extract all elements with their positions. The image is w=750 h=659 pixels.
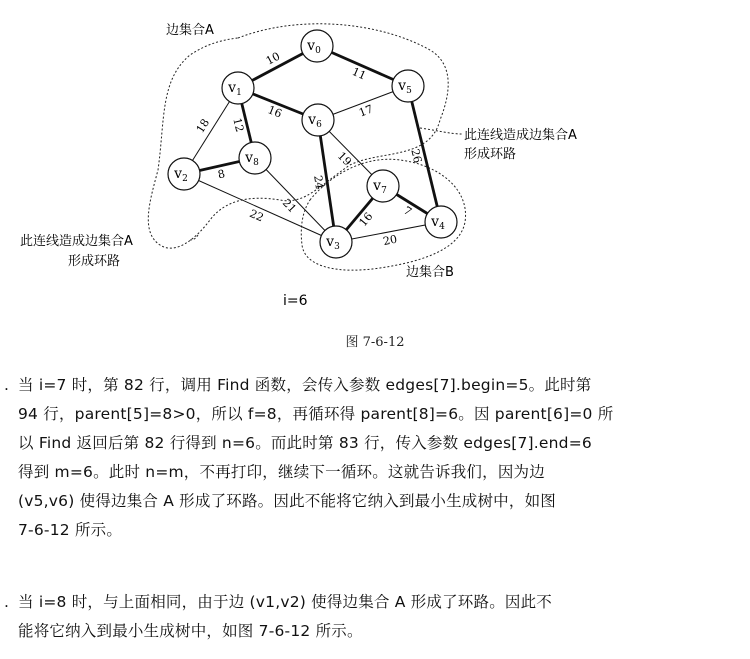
vertex-label: $v_5$ bbox=[398, 78, 412, 96]
set-a-label: 边集合A bbox=[166, 23, 214, 38]
paragraph-line: 以 Find 返回后第 82 行得到 n=6。而此时第 83 行，传入参数 edges[7].end=6 bbox=[18, 434, 592, 452]
annotation-right-line1: 此连线造成边集合A bbox=[464, 128, 577, 143]
paragraph-step-7 bbox=[4, 371, 730, 545]
vertex-v6 bbox=[302, 104, 334, 136]
vertex-label: $v_3$ bbox=[326, 234, 340, 252]
annotation-right-leader bbox=[420, 128, 462, 134]
vertices-layer bbox=[168, 30, 457, 258]
paragraph-line: 当 i=8 时，与上面相同，由于边 (v1,v2) 使得边集合 A 形成了环路。因此不 bbox=[18, 593, 553, 611]
edge-weight-label: 24 bbox=[311, 174, 327, 191]
paragraph-step-8 bbox=[4, 588, 730, 646]
edge-weight-label: 12 bbox=[230, 116, 247, 134]
edge-weight-label: 11 bbox=[350, 65, 369, 83]
paragraph-line: 得到 m=6。此时 n=m，不再打印，继续下一循环。这就告诉我们，因为边 bbox=[18, 463, 545, 481]
vertex-label: $v_8$ bbox=[245, 150, 259, 168]
vertex-label: $v_7$ bbox=[373, 178, 387, 196]
figure-caption: 图 7-6-12 bbox=[345, 335, 405, 350]
vertex-label: $v_4$ bbox=[431, 214, 445, 232]
paragraph-bullet: . bbox=[4, 593, 10, 611]
vertex-v8 bbox=[239, 142, 271, 174]
edge-weight-label: 8 bbox=[216, 167, 227, 182]
vertex-label: $v_6$ bbox=[308, 112, 322, 130]
paragraph-line: 7-6-12 所示。 bbox=[18, 521, 123, 539]
edge-weight-label: 18 bbox=[193, 116, 213, 136]
vertex-label: $v_2$ bbox=[174, 166, 188, 184]
vertex-v5 bbox=[392, 70, 424, 102]
edge-weight-label: 16 bbox=[265, 103, 284, 121]
edge-weight-label: 7 bbox=[401, 203, 414, 219]
vertex-v4 bbox=[425, 206, 457, 238]
paragraph-bullet: . bbox=[4, 376, 10, 394]
step-label: i=6 bbox=[283, 293, 308, 309]
edge-weight-label: 21 bbox=[279, 196, 299, 216]
annotation-right-line2: 形成环路 bbox=[464, 147, 517, 162]
edge-weight-label: 20 bbox=[381, 232, 399, 249]
paragraph-line: 能将它纳入到最小生成树中，如图 7-6-12 所示。 bbox=[18, 622, 363, 640]
annotation-left-line2: 形成环路 bbox=[68, 254, 121, 269]
edge-weight-label: 16 bbox=[356, 209, 376, 230]
vertex-v3 bbox=[320, 226, 352, 258]
annotation-left-line1: 此连线造成边集合A bbox=[20, 234, 133, 249]
edge-v8-v3 bbox=[255, 158, 336, 242]
edge-weight-label: 10 bbox=[263, 49, 283, 68]
edge-weight-label: 19 bbox=[334, 149, 354, 169]
paragraph-line: 94 行，parent[5]=8>0，所以 f=8，再循环得 parent[8]=6。因 parent[6]=0 所 bbox=[18, 405, 614, 423]
vertex-v0 bbox=[301, 30, 333, 62]
annotation-left-leader bbox=[190, 235, 198, 240]
vertex-v2 bbox=[168, 158, 200, 190]
vertex-label: $v_0$ bbox=[307, 38, 321, 56]
paragraph-line: (v5,v6) 使得边集合 A 形成了环路。因此不能将它纳入到最小生成树中，如图 bbox=[18, 492, 556, 510]
vertex-v7 bbox=[367, 170, 399, 202]
vertex-label: $v_1$ bbox=[228, 80, 242, 98]
edge-weight-label: 22 bbox=[247, 206, 266, 225]
set-b-label: 边集合B bbox=[406, 265, 454, 280]
paragraph-line: 当 i=7 时，第 82 行，调用 Find 函数，会传入参数 edges[7].begin=5。此时第 bbox=[18, 376, 592, 394]
vertex-v1 bbox=[222, 72, 254, 104]
edge-weight-label: 26 bbox=[408, 147, 425, 165]
edge-weight-label: 17 bbox=[357, 102, 375, 120]
